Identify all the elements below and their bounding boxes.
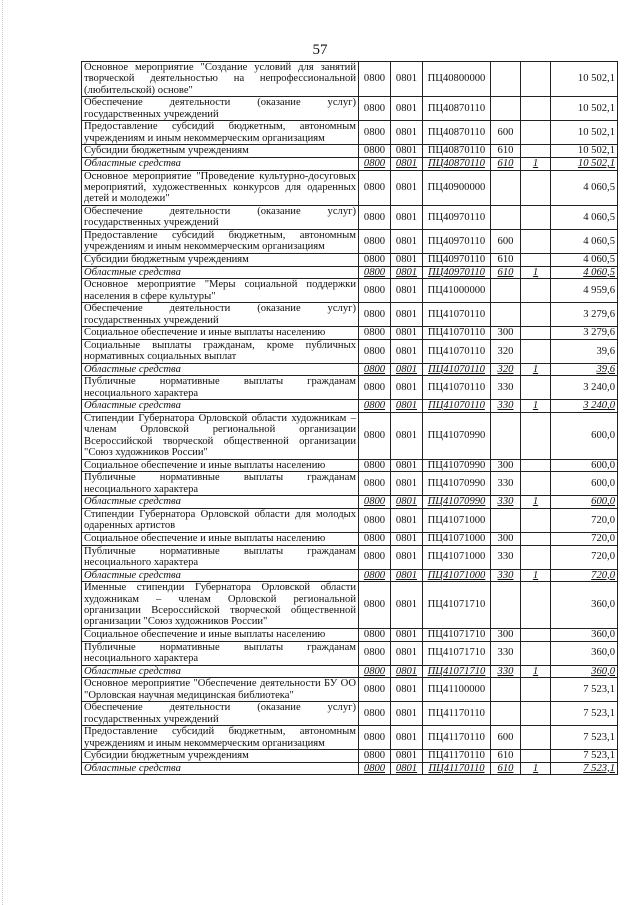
table-row <box>82 376 618 400</box>
amount-cell: 10 502,1 <box>551 157 618 170</box>
section-code-cell: 0800 <box>359 582 391 629</box>
funding-source-cell: 1 <box>521 400 551 413</box>
expense-type-cell: 330 <box>491 545 521 569</box>
amount-cell: 600,0 <box>551 459 618 472</box>
funding-source-cell <box>521 205 551 229</box>
amount-cell: 10 502,1 <box>551 62 618 97</box>
section-code-cell: 0800 <box>359 97 391 121</box>
row-name-cell: Областные средства <box>82 496 359 509</box>
target-code-cell: ПЦ41070990 <box>423 459 491 472</box>
expense-type-cell: 320 <box>491 363 521 376</box>
subsection-code-cell: 0801 <box>391 229 423 253</box>
funding-source-cell <box>521 472 551 496</box>
funding-source-cell <box>521 412 551 459</box>
target-code-cell: ПЦ41071000 <box>423 508 491 532</box>
row-name-cell: Основное мероприятие "Проведение культурно-досуговых мероприятий, художественных конкурсов для одаренных детей и молодежи" <box>82 170 359 205</box>
section-code-cell: 0800 <box>359 400 391 413</box>
expense-type-cell: 330 <box>491 641 521 665</box>
target-code-cell: ПЦ41071000 <box>423 569 491 582</box>
funding-source-cell: 1 <box>521 762 551 775</box>
subsection-code-cell: 0801 <box>391 376 423 400</box>
amount-cell: 600,0 <box>551 472 618 496</box>
expense-type-cell <box>491 62 521 97</box>
section-code-cell: 0800 <box>359 266 391 279</box>
amount-cell: 360,0 <box>551 628 618 641</box>
expense-type-cell: 600 <box>491 726 521 750</box>
section-code-cell: 0800 <box>359 545 391 569</box>
row-name-cell: Предоставление субсидий бюджетным, автономным учреждениям и иным некоммерческим организациям <box>82 229 359 253</box>
funding-source-cell <box>521 376 551 400</box>
target-code-cell: ПЦ40870110 <box>423 145 491 158</box>
table-row <box>82 508 618 532</box>
target-code-cell: ПЦ41170110 <box>423 702 491 726</box>
target-code-cell: ПЦ40900000 <box>423 170 491 205</box>
subsection-code-cell: 0801 <box>391 121 423 145</box>
amount-cell: 3 240,0 <box>551 400 618 413</box>
row-name-cell: Социальное обеспечение и иные выплаты населению <box>82 459 359 472</box>
expense-type-cell: 300 <box>491 628 521 641</box>
expense-type-cell: 300 <box>491 327 521 340</box>
expense-type-cell <box>491 303 521 327</box>
row-name-cell: Социальное обеспечение и иные выплаты населению <box>82 327 359 340</box>
row-name-cell: Именные стипендии Губернатора Орловской области художникам – членам Орловской региональной организации Всероссийской творческой общественной организации "Союз художников России" <box>82 582 359 629</box>
table-row <box>82 97 618 121</box>
funding-source-cell: 1 <box>521 665 551 678</box>
page-number: 57 <box>312 42 328 58</box>
row-name-cell: Субсидии бюджетным учреждениям <box>82 750 359 763</box>
amount-cell: 4 060,5 <box>551 205 618 229</box>
amount-cell: 7 523,1 <box>551 762 618 775</box>
table-row <box>82 145 618 158</box>
row-name-cell: Обеспечение деятельности (оказание услуг) государственных учреждений <box>82 97 359 121</box>
subsection-code-cell: 0801 <box>391 545 423 569</box>
amount-cell: 39,6 <box>551 339 618 363</box>
amount-cell: 360,0 <box>551 582 618 629</box>
target-code-cell: ПЦ41070990 <box>423 472 491 496</box>
funding-source-cell <box>521 121 551 145</box>
subsection-code-cell: 0801 <box>391 665 423 678</box>
row-name-cell: Основное мероприятие "Меры социальной поддержки населения в сфере культуры" <box>82 279 359 303</box>
row-name-cell: Стипендии Губернатора Орловской области художникам – членам Орловской региональной организации Всероссийской творческой общественной организации "Союз художников России" <box>82 412 359 459</box>
funding-source-row <box>82 400 618 413</box>
row-name-cell: Субсидии бюджетным учреждениям <box>82 145 359 158</box>
table-row <box>82 327 618 340</box>
funding-source-cell <box>521 97 551 121</box>
target-code-cell: ПЦ40800000 <box>423 62 491 97</box>
expense-type-cell: 610 <box>491 762 521 775</box>
row-name-cell: Социальное обеспечение и иные выплаты населению <box>82 628 359 641</box>
expense-type-cell <box>491 412 521 459</box>
funding-source-row <box>82 266 618 279</box>
funding-source-cell <box>521 582 551 629</box>
row-name-cell: Субсидии бюджетным учреждениям <box>82 253 359 266</box>
table-row <box>82 582 618 629</box>
table-row <box>82 532 618 545</box>
section-code-cell: 0800 <box>359 327 391 340</box>
scan-margin-mark <box>2 0 5 905</box>
table-row <box>82 459 618 472</box>
target-code-cell: ПЦ40970110 <box>423 205 491 229</box>
funding-source-cell <box>521 508 551 532</box>
row-name-cell: Публичные нормативные выплаты гражданам несоциального характера <box>82 641 359 665</box>
funding-source-cell <box>521 303 551 327</box>
target-code-cell: ПЦ40970110 <box>423 266 491 279</box>
target-code-cell: ПЦ41070990 <box>423 496 491 509</box>
section-code-cell: 0800 <box>359 750 391 763</box>
target-code-cell: ПЦ40870110 <box>423 97 491 121</box>
funding-source-cell <box>521 459 551 472</box>
section-code-cell: 0800 <box>359 157 391 170</box>
funding-source-cell <box>521 229 551 253</box>
target-code-cell: ПЦ41070110 <box>423 303 491 327</box>
target-code-cell: ПЦ41071710 <box>423 665 491 678</box>
row-name-cell: Основное мероприятие "Создание условий для занятий творческой деятельностью на непрофессиональной (любительской) основе" <box>82 62 359 97</box>
table-row <box>82 412 618 459</box>
expense-type-cell <box>491 582 521 629</box>
expense-type-cell: 330 <box>491 400 521 413</box>
section-code-cell: 0800 <box>359 376 391 400</box>
amount-cell: 3 240,0 <box>551 376 618 400</box>
expense-type-cell: 610 <box>491 266 521 279</box>
row-name-cell: Областные средства <box>82 400 359 413</box>
funding-source-cell: 1 <box>521 157 551 170</box>
subsection-code-cell: 0801 <box>391 170 423 205</box>
amount-cell: 4 959,6 <box>551 279 618 303</box>
funding-source-cell <box>521 678 551 702</box>
row-name-cell: Областные средства <box>82 157 359 170</box>
target-code-cell: ПЦ40870110 <box>423 121 491 145</box>
table-row <box>82 545 618 569</box>
section-code-cell: 0800 <box>359 170 391 205</box>
expense-type-cell: 330 <box>491 472 521 496</box>
expense-type-cell: 300 <box>491 459 521 472</box>
section-code-cell: 0800 <box>359 205 391 229</box>
amount-cell: 3 279,6 <box>551 327 618 340</box>
section-code-cell: 0800 <box>359 569 391 582</box>
subsection-code-cell: 0801 <box>391 678 423 702</box>
amount-cell: 4 060,5 <box>551 253 618 266</box>
funding-source-cell: 1 <box>521 569 551 582</box>
funding-source-cell <box>521 726 551 750</box>
subsection-code-cell: 0801 <box>391 327 423 340</box>
table-row <box>82 339 618 363</box>
table-row <box>82 641 618 665</box>
funding-source-cell: 1 <box>521 496 551 509</box>
funding-source-cell <box>521 327 551 340</box>
funding-source-row <box>82 665 618 678</box>
row-name-cell: Областные средства <box>82 762 359 775</box>
section-code-cell: 0800 <box>359 702 391 726</box>
target-code-cell: ПЦ40970110 <box>423 229 491 253</box>
subsection-code-cell: 0801 <box>391 253 423 266</box>
amount-cell: 7 523,1 <box>551 726 618 750</box>
expense-type-cell <box>491 97 521 121</box>
funding-source-cell <box>521 628 551 641</box>
expense-type-cell <box>491 279 521 303</box>
amount-cell: 720,0 <box>551 508 618 532</box>
subsection-code-cell: 0801 <box>391 582 423 629</box>
section-code-cell: 0800 <box>359 339 391 363</box>
target-code-cell: ПЦ41070110 <box>423 327 491 340</box>
subsection-code-cell: 0801 <box>391 750 423 763</box>
funding-source-cell <box>521 702 551 726</box>
row-name-cell: Предоставление субсидий бюджетным, автономным учреждениям и иным некоммерческим организациям <box>82 121 359 145</box>
target-code-cell: ПЦ41170110 <box>423 762 491 775</box>
expense-type-cell: 610 <box>491 157 521 170</box>
subsection-code-cell: 0801 <box>391 508 423 532</box>
table-row <box>82 229 618 253</box>
table-row <box>82 279 618 303</box>
expense-type-cell: 320 <box>491 339 521 363</box>
target-code-cell: ПЦ41100000 <box>423 678 491 702</box>
subsection-code-cell: 0801 <box>391 157 423 170</box>
expense-type-cell: 330 <box>491 665 521 678</box>
section-code-cell: 0800 <box>359 472 391 496</box>
expense-type-cell: 600 <box>491 229 521 253</box>
subsection-code-cell: 0801 <box>391 459 423 472</box>
section-code-cell: 0800 <box>359 678 391 702</box>
table-row <box>82 678 618 702</box>
section-code-cell: 0800 <box>359 303 391 327</box>
table-row <box>82 253 618 266</box>
section-code-cell: 0800 <box>359 121 391 145</box>
amount-cell: 3 279,6 <box>551 303 618 327</box>
amount-cell: 600,0 <box>551 496 618 509</box>
table-row <box>82 702 618 726</box>
subsection-code-cell: 0801 <box>391 62 423 97</box>
row-name-cell: Областные средства <box>82 665 359 678</box>
funding-source-cell <box>521 170 551 205</box>
target-code-cell: ПЦ41071710 <box>423 628 491 641</box>
funding-source-cell <box>521 545 551 569</box>
subsection-code-cell: 0801 <box>391 726 423 750</box>
table-row <box>82 62 618 97</box>
funding-source-cell: 1 <box>521 363 551 376</box>
subsection-code-cell: 0801 <box>391 496 423 509</box>
target-code-cell: ПЦ40870110 <box>423 157 491 170</box>
expense-type-cell <box>491 170 521 205</box>
subsection-code-cell: 0801 <box>391 97 423 121</box>
row-name-cell: Социальное обеспечение и иные выплаты населению <box>82 532 359 545</box>
funding-source-cell <box>521 750 551 763</box>
subsection-code-cell: 0801 <box>391 266 423 279</box>
subsection-code-cell: 0801 <box>391 472 423 496</box>
subsection-code-cell: 0801 <box>391 279 423 303</box>
table-row <box>82 121 618 145</box>
section-code-cell: 0800 <box>359 459 391 472</box>
funding-source-cell <box>521 641 551 665</box>
expense-type-cell: 600 <box>491 121 521 145</box>
target-code-cell: ПЦ41000000 <box>423 279 491 303</box>
target-code-cell: ПЦ41170110 <box>423 726 491 750</box>
table-row <box>82 170 618 205</box>
row-name-cell: Социальные выплаты гражданам, кроме публичных нормативных социальных выплат <box>82 339 359 363</box>
table-row <box>82 303 618 327</box>
amount-cell: 10 502,1 <box>551 97 618 121</box>
section-code-cell: 0800 <box>359 641 391 665</box>
subsection-code-cell: 0801 <box>391 339 423 363</box>
subsection-code-cell: 0801 <box>391 400 423 413</box>
funding-source-cell <box>521 62 551 97</box>
row-name-cell: Обеспечение деятельности (оказание услуг) государственных учреждений <box>82 205 359 229</box>
section-code-cell: 0800 <box>359 279 391 303</box>
table-row <box>82 726 618 750</box>
expense-type-cell: 300 <box>491 532 521 545</box>
section-code-cell: 0800 <box>359 363 391 376</box>
subsection-code-cell: 0801 <box>391 205 423 229</box>
section-code-cell: 0800 <box>359 508 391 532</box>
row-name-cell: Областные средства <box>82 266 359 279</box>
section-code-cell: 0800 <box>359 145 391 158</box>
target-code-cell: ПЦ41070990 <box>423 412 491 459</box>
row-name-cell: Обеспечение деятельности (оказание услуг) государственных учреждений <box>82 702 359 726</box>
subsection-code-cell: 0801 <box>391 145 423 158</box>
row-name-cell: Предоставление субсидий бюджетным, автономным учреждениям и иным некоммерческим организациям <box>82 726 359 750</box>
funding-source-cell <box>521 253 551 266</box>
amount-cell: 600,0 <box>551 412 618 459</box>
funding-source-row <box>82 363 618 376</box>
amount-cell: 720,0 <box>551 545 618 569</box>
amount-cell: 4 060,5 <box>551 266 618 279</box>
amount-cell: 10 502,1 <box>551 145 618 158</box>
expense-type-cell: 610 <box>491 145 521 158</box>
expense-type-cell: 610 <box>491 253 521 266</box>
subsection-code-cell: 0801 <box>391 702 423 726</box>
expense-type-cell: 330 <box>491 569 521 582</box>
target-code-cell: ПЦ41071710 <box>423 582 491 629</box>
target-code-cell: ПЦ41071000 <box>423 532 491 545</box>
subsection-code-cell: 0801 <box>391 532 423 545</box>
funding-source-cell: 1 <box>521 266 551 279</box>
expense-type-cell <box>491 508 521 532</box>
subsection-code-cell: 0801 <box>391 569 423 582</box>
table-row <box>82 750 618 763</box>
subsection-code-cell: 0801 <box>391 303 423 327</box>
section-code-cell: 0800 <box>359 628 391 641</box>
target-code-cell: ПЦ41070110 <box>423 400 491 413</box>
section-code-cell: 0800 <box>359 726 391 750</box>
section-code-cell: 0800 <box>359 229 391 253</box>
row-name-cell: Публичные нормативные выплаты гражданам несоциального характера <box>82 376 359 400</box>
amount-cell: 7 523,1 <box>551 702 618 726</box>
funding-source-cell <box>521 279 551 303</box>
expense-type-cell: 330 <box>491 496 521 509</box>
amount-cell: 720,0 <box>551 569 618 582</box>
expense-type-cell <box>491 205 521 229</box>
section-code-cell: 0800 <box>359 665 391 678</box>
amount-cell: 720,0 <box>551 532 618 545</box>
subsection-code-cell: 0801 <box>391 363 423 376</box>
budget-table <box>81 61 618 775</box>
expense-type-cell <box>491 678 521 702</box>
subsection-code-cell: 0801 <box>391 641 423 665</box>
amount-cell: 7 523,1 <box>551 678 618 702</box>
expense-type-cell: 610 <box>491 750 521 763</box>
row-name-cell: Публичные нормативные выплаты гражданам несоциального характера <box>82 472 359 496</box>
row-name-cell: Обеспечение деятельности (оказание услуг) государственных учреждений <box>82 303 359 327</box>
section-code-cell: 0800 <box>359 762 391 775</box>
amount-cell: 4 060,5 <box>551 170 618 205</box>
funding-source-row <box>82 762 618 775</box>
subsection-code-cell: 0801 <box>391 412 423 459</box>
section-code-cell: 0800 <box>359 412 391 459</box>
row-name-cell: Областные средства <box>82 569 359 582</box>
table-row <box>82 472 618 496</box>
section-code-cell: 0800 <box>359 62 391 97</box>
funding-source-cell <box>521 145 551 158</box>
amount-cell: 4 060,5 <box>551 229 618 253</box>
table-row <box>82 205 618 229</box>
target-code-cell: ПЦ41071710 <box>423 641 491 665</box>
funding-source-row <box>82 157 618 170</box>
amount-cell: 10 502,1 <box>551 121 618 145</box>
amount-cell: 360,0 <box>551 665 618 678</box>
section-code-cell: 0800 <box>359 532 391 545</box>
row-name-cell: Стипендии Губернатора Орловской области для молодых одаренных артистов <box>82 508 359 532</box>
subsection-code-cell: 0801 <box>391 628 423 641</box>
target-code-cell: ПЦ41170110 <box>423 750 491 763</box>
expense-type-cell: 330 <box>491 376 521 400</box>
row-name-cell: Областные средства <box>82 363 359 376</box>
target-code-cell: ПЦ41070110 <box>423 363 491 376</box>
section-code-cell: 0800 <box>359 253 391 266</box>
table-row <box>82 628 618 641</box>
amount-cell: 360,0 <box>551 641 618 665</box>
funding-source-row <box>82 496 618 509</box>
section-code-cell: 0800 <box>359 496 391 509</box>
target-code-cell: ПЦ41070110 <box>423 376 491 400</box>
funding-source-row <box>82 569 618 582</box>
subsection-code-cell: 0801 <box>391 762 423 775</box>
row-name-cell: Основное мероприятие "Обеспечение деятельности БУ ОО "Орловская научная медицинская библиотека" <box>82 678 359 702</box>
funding-source-cell <box>521 339 551 363</box>
target-code-cell: ПЦ41071000 <box>423 545 491 569</box>
row-name-cell: Публичные нормативные выплаты гражданам несоциального характера <box>82 545 359 569</box>
amount-cell: 39,6 <box>551 363 618 376</box>
amount-cell: 7 523,1 <box>551 750 618 763</box>
target-code-cell: ПЦ41070110 <box>423 339 491 363</box>
expense-type-cell <box>491 702 521 726</box>
budget-table-body <box>82 62 618 775</box>
target-code-cell: ПЦ40970110 <box>423 253 491 266</box>
funding-source-cell <box>521 532 551 545</box>
